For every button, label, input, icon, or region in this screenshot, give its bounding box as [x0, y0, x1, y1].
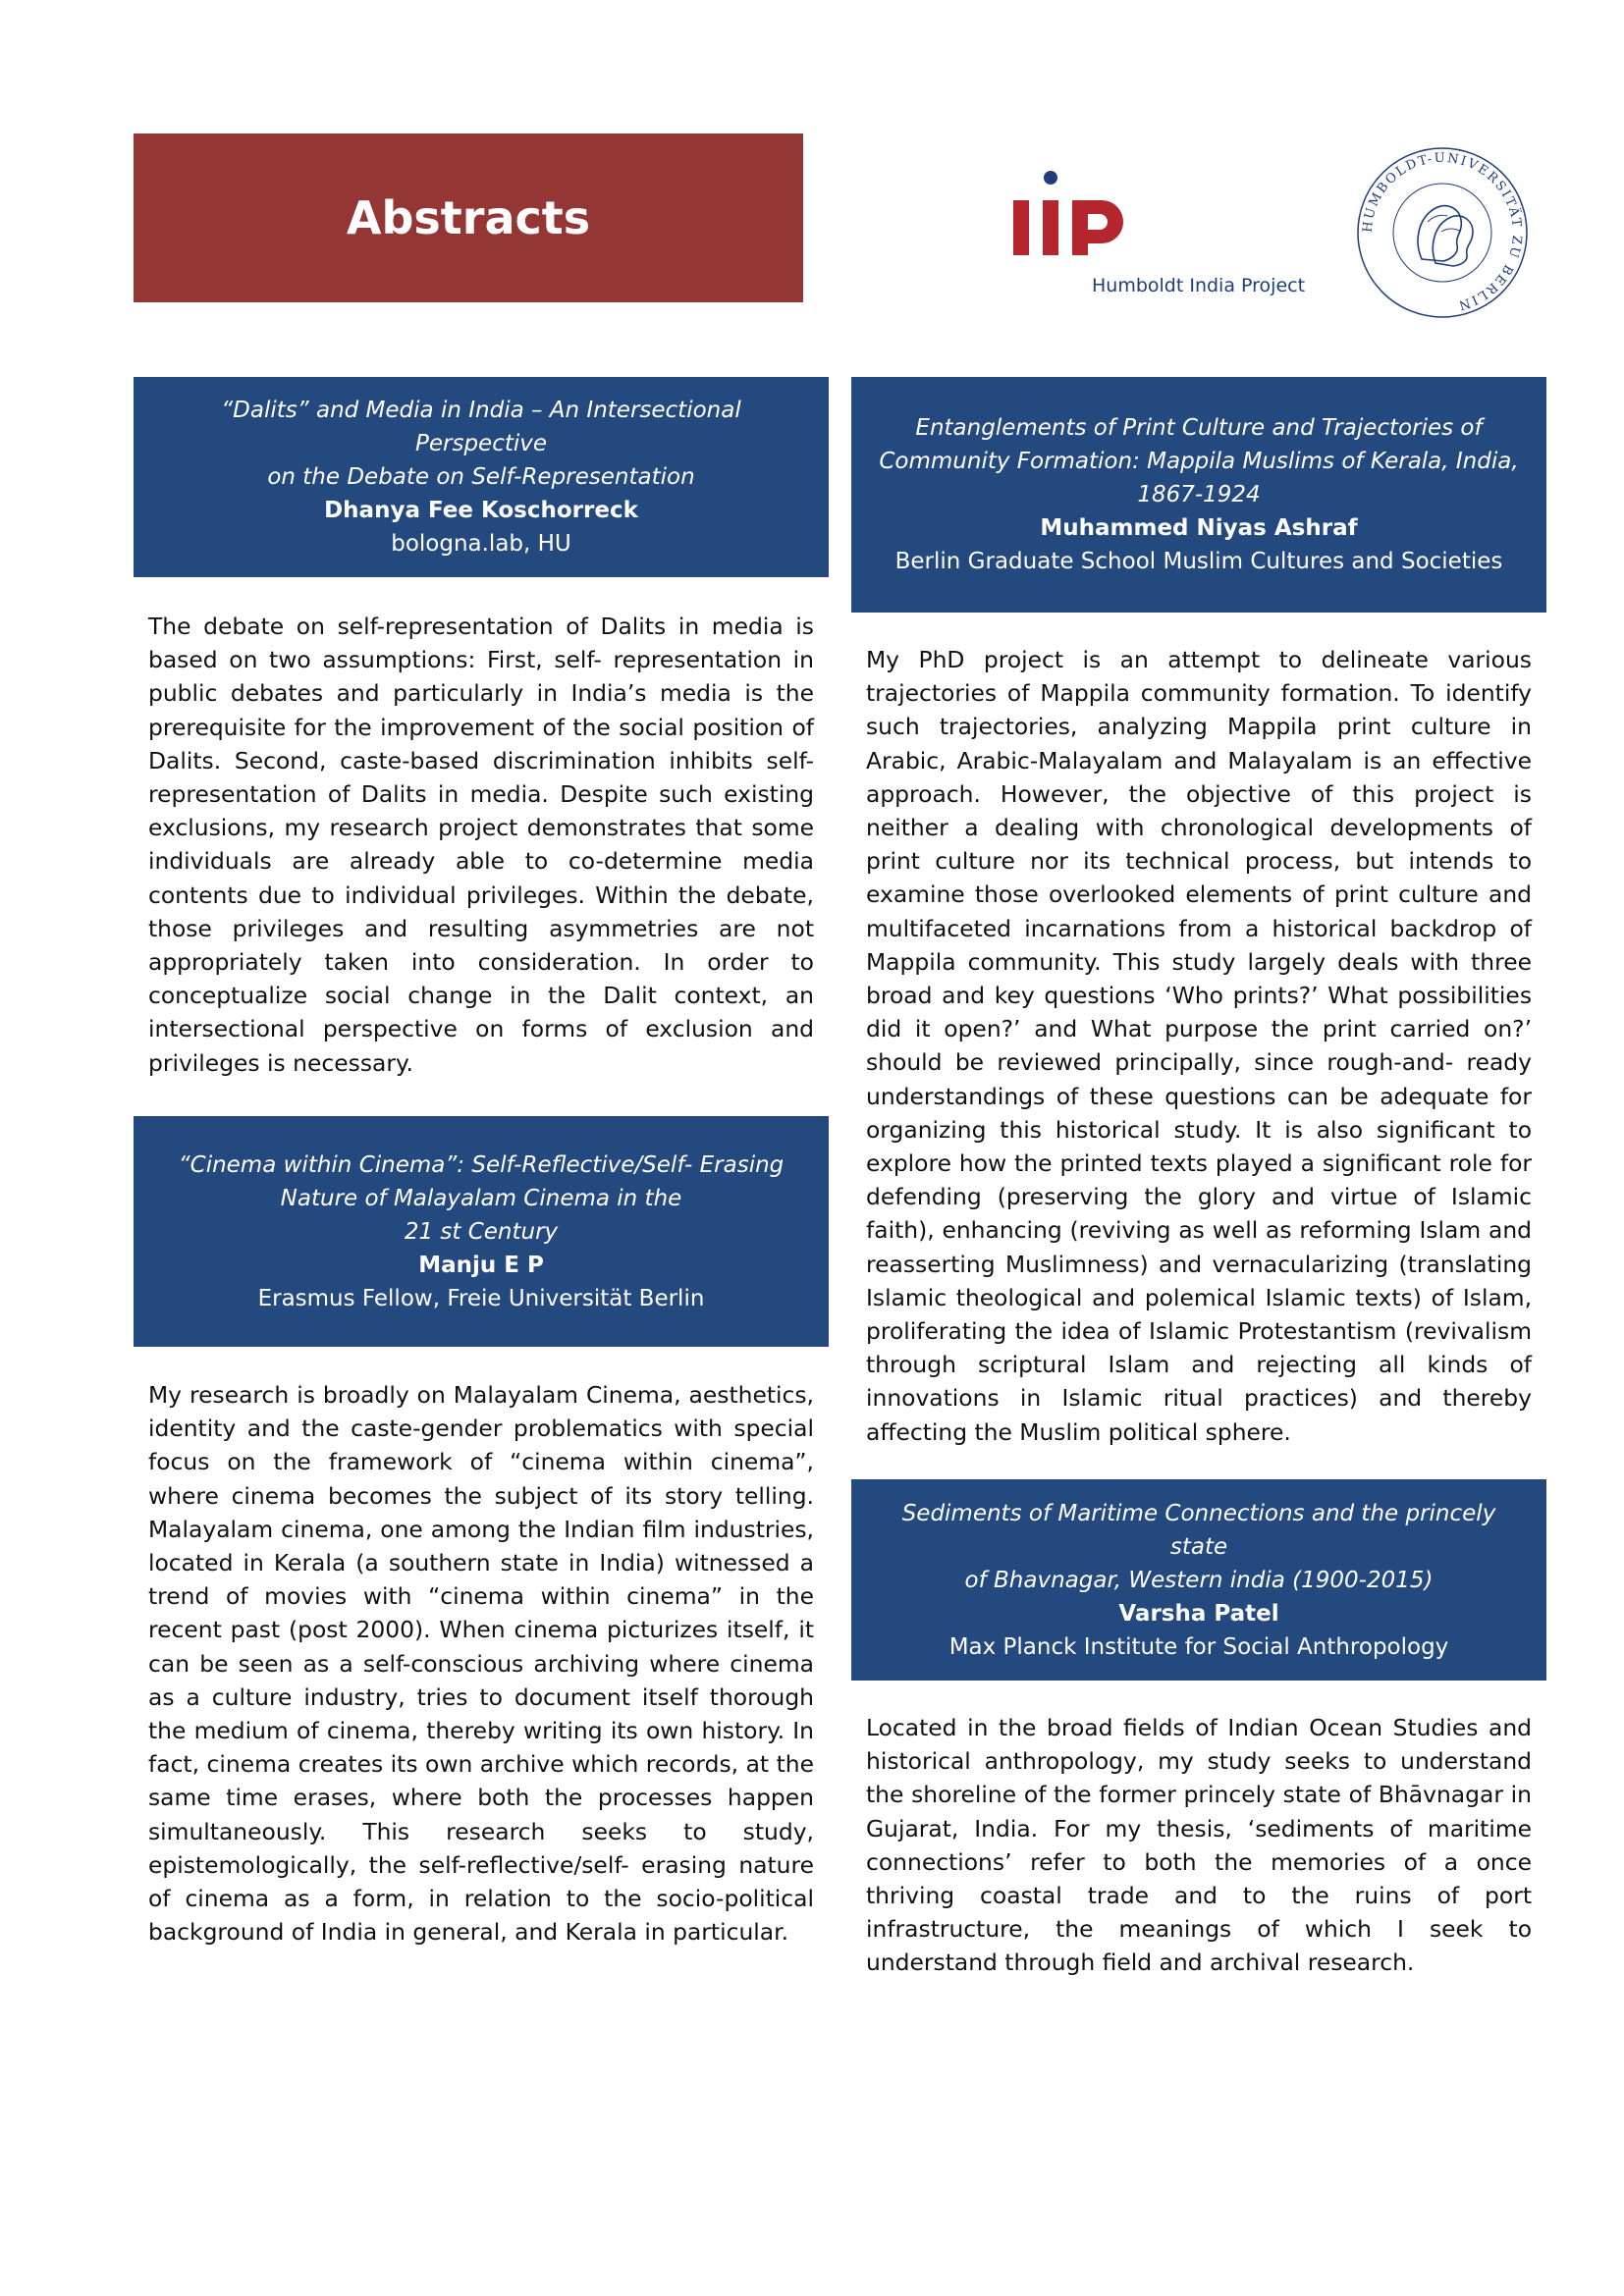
university-seal-icon [1353, 143, 1532, 322]
abstract-body-4: Located in the broad fields of Indian Ocean Studies and historical anthropology, my study seeks to understand the shoreline of the former princely state of Bhāvnagar in Gujarat, India. For my thesis, ‘sediments of maritime connections’ refer to both the memories of a once thriving coastal trade and to the ruins of port infrastructure, the meanings of which I seek to understand through field and archival research. [866, 1714, 1532, 1977]
abstract-affiliation: Erasmus Fellow, Freie Universität Berlin [257, 1285, 705, 1311]
abstract-author: Varsha Patel [1118, 1600, 1279, 1627]
abstract-title-box-4 [851, 1479, 1546, 1681]
hip-logo-text: Humboldt India Project [1092, 275, 1306, 296]
seal-text: HUMBOLDT-UNIVERSITÄT ZU BERLIN [1360, 150, 1525, 313]
humboldt-india-project-logo [1005, 171, 1320, 302]
hip-logo-mark-icon [1005, 171, 1143, 259]
humboldt-university-seal [1353, 143, 1532, 322]
abstract-affiliation: Berlin Graduate School Muslim Cultures and Societies [894, 549, 1503, 574]
abstract-title-box-2 [851, 377, 1546, 613]
page-title: Abstracts [346, 191, 591, 244]
abstract-title: “Dalits” and Media in India – An Intersectional Perspective on the Debate on Self-Representation [221, 398, 741, 490]
abstract-title: Sediments of Maritime Connections and the princely state of Bhavnagar, Western india (1900-2015) [901, 1500, 1496, 1593]
abstract-body-3: My research is broadly on Malayalam Cinema, aesthetics, identity and the caste-gender problematics with special focus on the framework of “cinema within cinema”, where cinema becomes the subject of its story telling. Malayalam cinema, one among the Indian film industries, located in Kerala (a southern state in India) witnessed a trend of movies with “cinema within cinema” in the recent past (post 2000). When cinema picturizes itself, it can be seen as a self-conscious archiving where cinema as a culture industry, tries to document itself thorough the medium of cinema, thereby writing its own history. In fact, cinema creates its own archive which records, at the same time erases, where both the processes happen simultaneously. This research seeks to study, epistemologically, the self-reflective/self- erasing nature of cinema as a form, in relation to the socio-political background of India in general, and Kerala in particular. [148, 1381, 814, 1947]
page-title-banner [134, 133, 803, 302]
abstract-body-1: The debate on self-representation of Dalits in media is based on two assumptions: First, self- representation in public debates and particularly in India’s media is the prerequisite for the improvement of the social position of Dalits. Second, caste-based discrimination inhibits self-representation of Dalits in media. Despite such existing exclusions, my research project demonstrates that some individuals are already able to co-determine media contents due to individual privileges. Within the debate, those privileges and resulting asymmetries are not appropriately taken into consideration. In order to conceptualize social change in the Dalit context, an intersectional perspective on forms of exclusion and privileges is necessary. [148, 613, 814, 1077]
abstract-body-2: My PhD project is an attempt to delineate various trajectories of Mappila community formation. To identify such trajectories, analyzing Mappila print culture in Arabic, Arabic-Malayalam and Malayalam is an effective approach. However, the objective of this project is neither a dealing with chronological developments of print culture nor its technical process, but intends to examine those overlooked elements of print culture and multifaceted incarnations from a historical backdrop of Mappila community. This study largely deals with three broad and key questions ‘Who prints?’ What possibilities did it open?’ and What purpose the print carried on?’ should be reviewed principally, since rough-and- ready understandings of these questions can be adequate for organizing this historical study. It is also significant to explore how the printed texts played a significant role for defending (preserving the glory and virtue of Islamic faith), enhancing (reviving as well as reforming Islam and reasserting Muslimness) and vernacularizing (translating Islamic theological and polemical Islamic texts) of Islam, proliferating the idea of Islamic Protestantism (revivalism through scriptural Islam and rejecting all kinds of innovations in Islamic ritual practices) and thereby affecting the Muslim political sphere. [866, 646, 1532, 1446]
abstract-title: Entanglements of Print Culture and Trajectories of Community Formation: Mappila Muslims of Kerala, India, 1867-1924 [879, 415, 1519, 507]
abstract-author: Muhammed Niyas Ashraf [1040, 515, 1358, 541]
svg-text:HUMBOLDT-UNIVERSITÄT ZU BERLIN [1361, 151, 1525, 313]
abstract-author: Manju E P [418, 1252, 544, 1278]
abstract-title: “Cinema within Cinema”: Self-Reflective/Self- Erasing Nature of Malayalam Cinema in the 21 st Century [178, 1151, 785, 1245]
abstract-affiliation: Max Planck Institute for Social Anthropology [948, 1633, 1449, 1660]
abstract-author: Dhanya Fee Koschorreck [324, 498, 638, 523]
abstract-title-box-1 [134, 377, 829, 577]
abstract-title-box-3 [134, 1116, 829, 1347]
abstract-affiliation: bologna.lab, HU [391, 531, 571, 557]
